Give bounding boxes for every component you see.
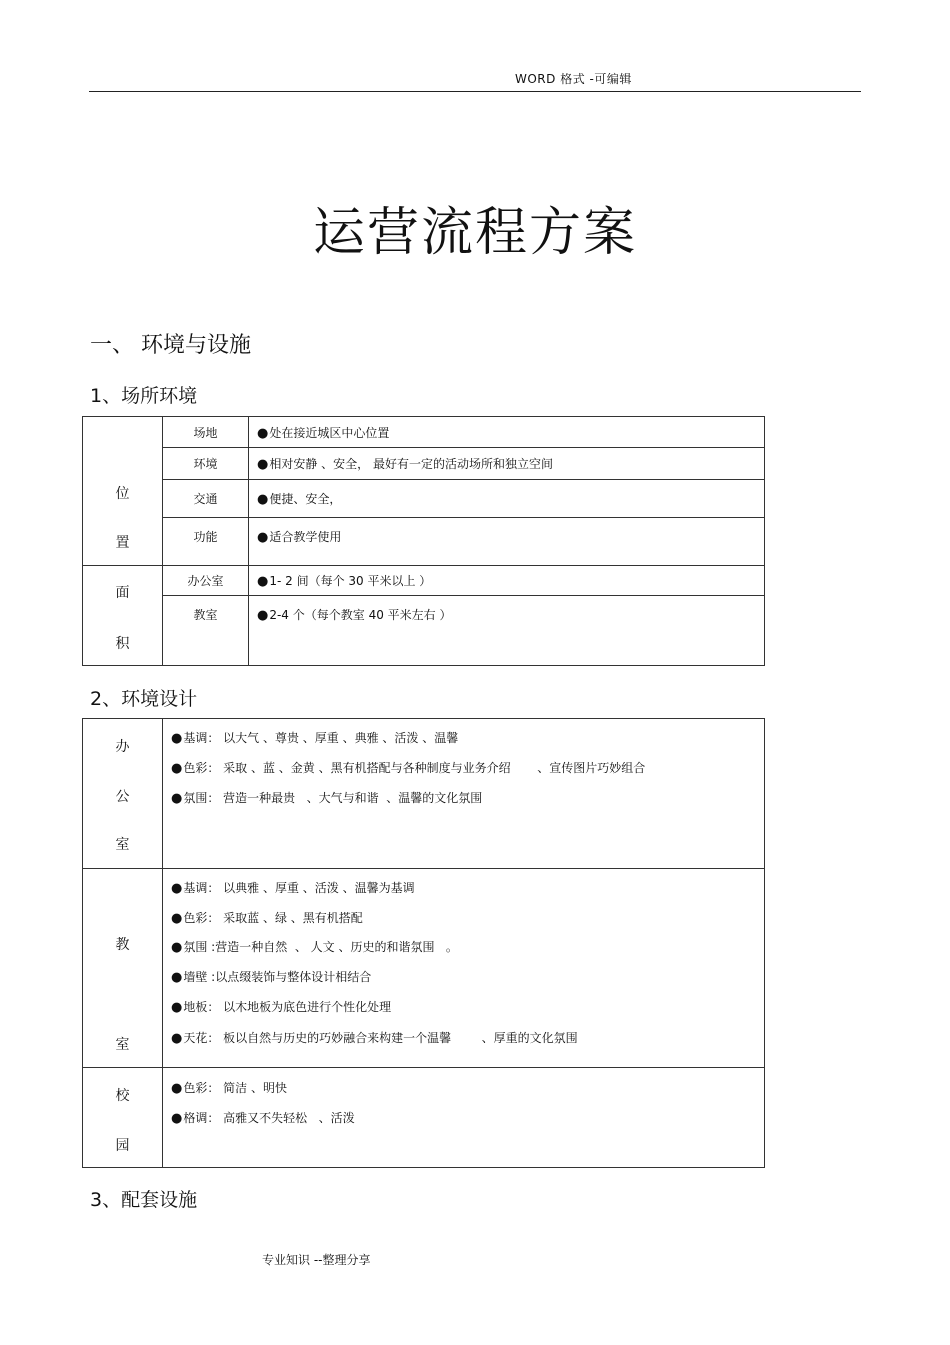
- row-value: [249, 417, 765, 448]
- group-label-char: 室: [115, 1037, 130, 1053]
- group-label-char: 教: [115, 937, 130, 953]
- bullet-text: ● 色彩： 采取蓝 、绿 、黑有机搭配: [171, 909, 363, 926]
- bullet-text: ● 色彩： 简洁 、明快: [171, 1079, 287, 1096]
- group-label-office: [83, 719, 163, 869]
- design-content: [163, 1068, 765, 1168]
- row-name: 场地: [163, 417, 249, 448]
- row-value: [249, 596, 765, 666]
- row-name: 环境: [163, 448, 249, 480]
- bullet-text: ● 氛围 :营造一种自然 、 人文 、历史的和谐氛围 。: [171, 938, 458, 955]
- group-label-char: 置: [115, 535, 130, 551]
- group-label-classroom: [83, 869, 163, 1068]
- document-title: 运营流程方案: [312, 203, 637, 263]
- section-heading-environment: 一、 环境与设施: [90, 333, 251, 358]
- bullet-text: ● 适合教学使用: [257, 530, 341, 544]
- group-label-char: 办: [115, 739, 130, 755]
- row-value: [249, 566, 765, 596]
- row-value: [249, 448, 765, 480]
- design-content: [163, 719, 765, 869]
- table-row: [83, 869, 765, 1068]
- bullet-text: ● 基调： 以大气 、尊贵 、厚重 、典雅 、活泼 、温馨: [171, 729, 458, 746]
- group-label-campus: [83, 1068, 163, 1168]
- group-label-char: 园: [115, 1138, 130, 1154]
- bullet-text: ● 1- 2 间（每个 30 平米以上 ）: [257, 574, 431, 588]
- bullet-text: ● 色彩： 采取 、蓝 、金黄 、黑有机搭配与各种制度与业务介绍 、宣传图片巧妙组合: [171, 759, 645, 776]
- page-footer: 专业知识 --整理分享: [262, 1253, 371, 1267]
- table-row: [83, 566, 765, 596]
- group-label-location: [83, 417, 163, 566]
- table-row: [83, 719, 765, 869]
- table-row: [83, 518, 765, 566]
- bullet-text: ● 氛围： 营造一种最贵 、大气与和谐 、温馨的文化氛围: [171, 789, 482, 806]
- bullet-text: ● 基调： 以典雅 、厚重 、活泼 、温馨为基调: [171, 879, 415, 896]
- row-value: [249, 480, 765, 518]
- table-row: [83, 448, 765, 480]
- row-value: [249, 518, 765, 566]
- header-divider: [89, 91, 861, 92]
- row-name: 教室: [163, 596, 249, 666]
- group-label-area: [83, 566, 163, 666]
- bullet-text: ● 地板： 以木地板为底色进行个性化处理: [171, 998, 391, 1015]
- subsection-heading-facilities: 3、配套设施: [90, 1189, 198, 1211]
- table-row: [83, 480, 765, 518]
- subsection-heading-venue: 1、场所环境: [90, 385, 198, 407]
- venue-table: [82, 416, 765, 666]
- bullet-text: ● 便捷、安全，: [257, 492, 341, 506]
- table-row: [83, 1068, 765, 1168]
- bullet-text: ● 2-4 个（每个教室 40 平米左右 ）: [257, 608, 451, 622]
- table-row: [83, 596, 765, 666]
- group-label-char: 室: [115, 837, 130, 853]
- group-label-char: 公: [115, 789, 130, 805]
- row-name: 功能: [163, 518, 249, 566]
- group-label-char: 积: [115, 636, 130, 652]
- design-table: [82, 718, 765, 1168]
- design-content: [163, 869, 765, 1068]
- page-header: WORD 格式 -可编辑: [515, 72, 632, 86]
- bullet-text: ● 墙壁 :以点缀装饰与整体设计相结合: [171, 968, 371, 985]
- table-row: [83, 417, 765, 448]
- bullet-text: ● 处在接近城区中心位置: [257, 426, 389, 440]
- bullet-text: ● 天花： 板以自然与历史的巧妙融合来构建一个温馨 、厚重的文化氛围: [171, 1029, 578, 1046]
- group-label-char: 面: [115, 585, 130, 601]
- row-name: 办公室: [163, 566, 249, 596]
- group-label-char: 校: [115, 1088, 130, 1104]
- subsection-heading-design: 2、环境设计: [90, 688, 198, 710]
- bullet-text: ● 相对安静 、安全， 最好有一定的活动场所和独立空间: [257, 457, 553, 471]
- row-name: 交通: [163, 480, 249, 518]
- bullet-text: ● 格调： 高雅又不失轻松 、活泼: [171, 1109, 355, 1126]
- group-label-char: 位: [115, 486, 130, 502]
